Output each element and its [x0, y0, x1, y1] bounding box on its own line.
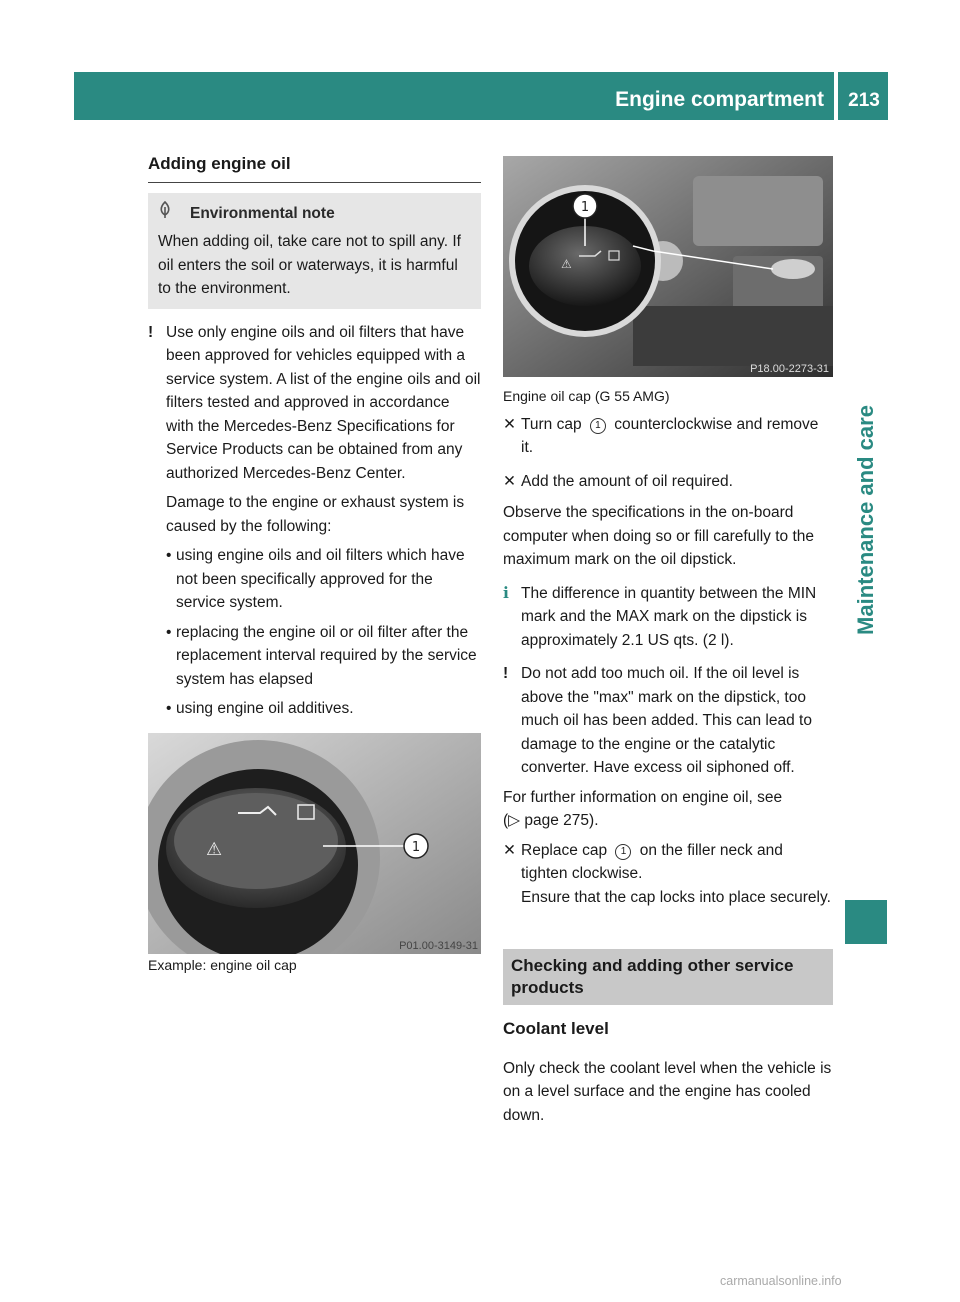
side-tab-marker — [845, 900, 887, 944]
paragraph: For further information on engine oil, see (▷ page 275). — [503, 788, 783, 829]
warning-icon: ! — [148, 323, 154, 341]
svg-text:⚠: ⚠ — [206, 838, 223, 860]
info-icon: ℹ — [503, 584, 509, 602]
section-heading: Checking and adding other service products — [503, 949, 833, 1005]
paragraph: Observe the specifications in the on-board computer when doing so or fill carefully to the maximum mark on the oil dipstick. — [503, 504, 815, 568]
image-code: P01.00-3149-31 — [399, 939, 478, 952]
callout-number: 1 — [580, 200, 590, 215]
environmental-note — [148, 193, 481, 309]
callout-ref: 1 — [615, 844, 631, 860]
image-caption: Example: engine oil cap — [148, 956, 297, 973]
image-caption: Engine oil cap (G 55 AMG) — [503, 388, 670, 404]
g55-oil-cap-photo — [503, 156, 833, 377]
page-number: 213 — [848, 90, 880, 111]
list-item: • replacing the engine oil or oil filter after the replacement interval required by the service system has elapsed — [166, 623, 477, 688]
damage-intro: Damage to the engine or exhaust system is caused by the following: — [166, 494, 465, 535]
side-tab-label: Maintenance and care — [853, 405, 878, 635]
watermark: carmanualsonline.info — [720, 1274, 842, 1288]
leaf-icon — [158, 201, 174, 227]
left-column — [148, 152, 481, 977]
page-title: Engine compartment — [615, 88, 824, 111]
image-code: P18.00-2273-31 — [750, 363, 829, 375]
warning-text: Use only engine oils and oil filters that have been approved for vehicles equipped with a service system. A list of the engine oils and oil filters tested and approved in accordance with the Mercedes-Benz Specifications for Service Products can be obtained from any authorized Mercedes-Benz Center. — [166, 323, 481, 482]
list-item: • using engine oils and oil filters which have not been specifically approved for the service system. — [166, 547, 465, 611]
env-note-text: When adding oil, take care not to spill any. If oil enters the soil or waterways, it is harmful to the environment. — [158, 233, 461, 297]
callout-number: 1 — [411, 839, 421, 855]
callout-ref: 1 — [590, 418, 606, 434]
right-column — [503, 156, 833, 1127]
warning-block — [148, 321, 481, 486]
step-replace-cap: ✕ Replace cap 1 on the filler neck and tighten clockwise. Ensure that the cap locks into place securely. — [503, 841, 831, 906]
paragraph: Only check the coolant level when the vehicle is on a level surface and the engine has cooled down. — [503, 1059, 832, 1124]
info-block: ℹ The difference in quantity between the MIN mark and the MAX mark on the dipstick is approximately 2.1 US qts. (2 l). — [503, 582, 833, 653]
section-title: Adding engine oil — [148, 152, 481, 183]
step-turn-cap: ✕ Turn cap 1 counterclockwise and remove it. — [503, 415, 819, 456]
warning-icon: ! — [503, 665, 509, 682]
sub-heading: Coolant level — [503, 1019, 609, 1038]
warning-block: ! Do not add too much oil. If the oil level is above the "max" mark on the dipstick, too much oil has been added. This can lead to damage to the engine or the catalytic converter. Have excess oil siphoned off. — [503, 662, 833, 780]
svg-text:⚠: ⚠ — [561, 257, 572, 271]
env-note-title: Environmental note — [190, 204, 335, 222]
oil-cap-photo — [148, 733, 481, 954]
list-item: • using engine oil additives. — [166, 700, 354, 717]
step-add-oil: ✕ Add the amount of oil required. — [503, 472, 733, 490]
